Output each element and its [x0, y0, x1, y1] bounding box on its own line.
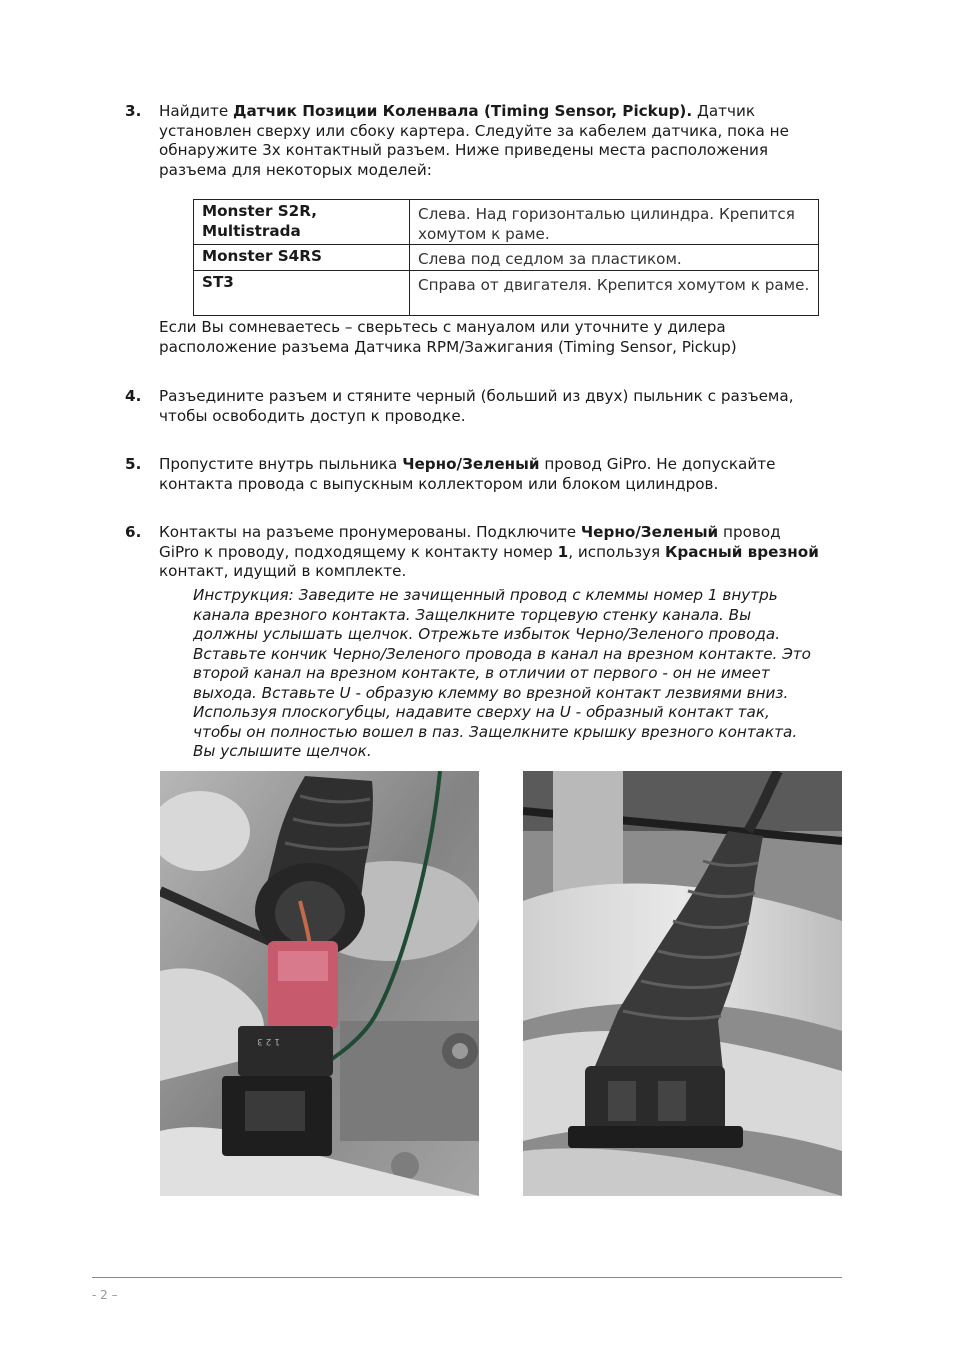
step-number: 5.	[125, 455, 142, 473]
model-cell: Monster S2R, Multistrada	[194, 200, 410, 245]
models-table	[193, 199, 819, 316]
step-5	[125, 455, 825, 494]
model-cell: Monster S4RS	[194, 245, 410, 271]
photo-boot-connector	[523, 771, 842, 1196]
step-text: Контакты на разъеме пронумерованы. Подключите Черно/Зеленый провод GiPro к проводу, подходящему к контакту номер 1, используя Красный врезной контакт, идущий в комплекте.	[159, 523, 819, 580]
step-number: 6.	[125, 523, 142, 541]
location-cell: Слева под седлом за пластиком.	[410, 245, 819, 271]
dealer-note: Если Вы сомневаетесь – сверьтесь с мануалом или уточните у дилера расположение разъема Датчика RPM/Зажигания (Timing Sensor, Pickup)	[159, 318, 737, 356]
table-row	[194, 270, 819, 315]
step-number: 4.	[125, 387, 142, 405]
page-number: - 2 –	[92, 1288, 118, 1302]
pin-number-labels: 1 2 3	[257, 1036, 280, 1046]
timing-sensor-label: Датчик Позиции Коленвала (Timing Sensor, Pickup).	[233, 102, 693, 120]
step-text: Пропустите внутрь пыльника Черно/Зеленый провод GiPro. Не допускайте контакта провода с выпускным коллектором или блоком цилиндров.	[159, 455, 776, 493]
step-number: 3.	[125, 102, 142, 120]
step-4	[125, 387, 825, 426]
connector-photo-drawing	[160, 771, 479, 1196]
step-text: Разъедините разъем и стяните черный (больший из двух) пыльник с разъема, чтобы освободить доступ к проводке.	[159, 387, 794, 425]
step-6	[125, 523, 825, 582]
step-3	[125, 102, 825, 180]
photo-connector-splice	[160, 771, 479, 1196]
boot-photo-drawing	[523, 771, 842, 1196]
table-row	[194, 200, 819, 245]
instruction-text: Инструкция: Заведите не зачищенный провод с клеммы номер 1 внутрь канала врезного контакта. Защелкните торцевую стенку канала. Вы должны услышать щелчок. Отрежьте избыток Черно/Зеленого провода. Вставьте кончик Черно/Зеленого провода в канал на врезном контакте. Это второй канал на врезном контакте, в отличии от первого - он не имеет выхода. Вставьте U - образую клемму во врезной контакт лезвиями вниз. Используя плоскогубцы, надавите сверху на U - образный контакт так, чтобы он полностью вошел в паз. Защелкните крышку врезного контакта. Вы услышите щелчок.	[193, 586, 811, 760]
location-cell: Справа от двигателя. Крепится хомутом к раме.	[410, 270, 819, 315]
location-cell: Слева. Над горизонталью цилиндра. Крепится хомутом к раме.	[410, 200, 819, 245]
table-row	[194, 245, 819, 271]
step-text: Найдите Датчик Позиции Коленвала (Timing Sensor, Pickup). Датчик установлен сверху или сбоку картера. Следуйте за кабелем датчика, пока не обнаружите 3х контактный разъем. Ниже приведены места расположения разъема для некоторых моделей:	[159, 102, 789, 179]
footer-rule	[92, 1277, 842, 1278]
model-cell: ST3	[194, 270, 410, 315]
